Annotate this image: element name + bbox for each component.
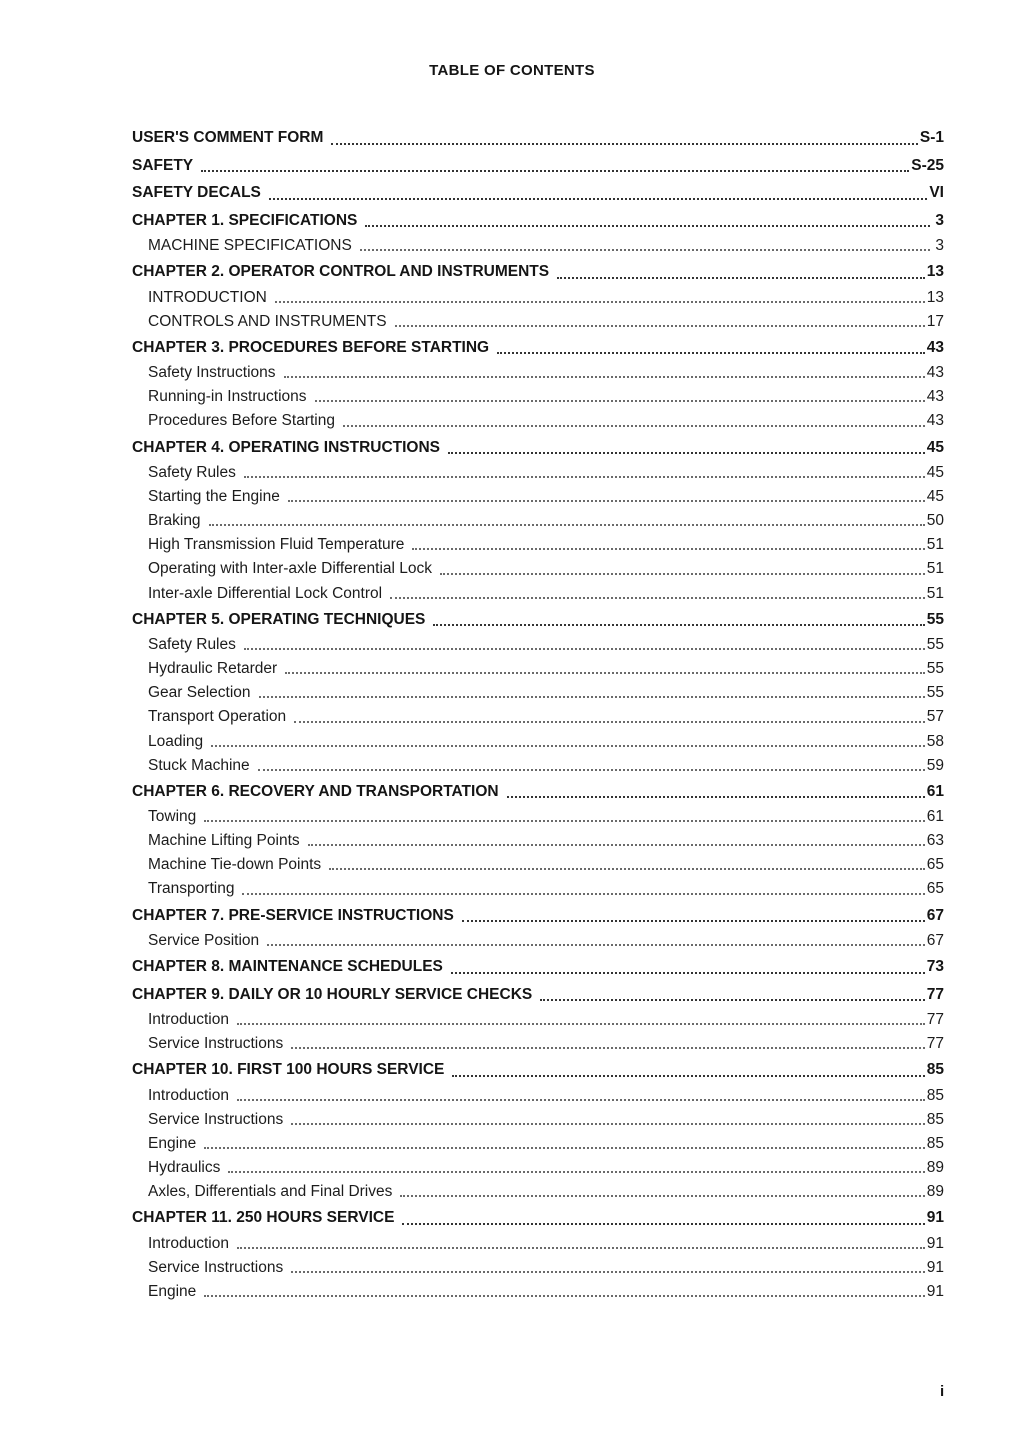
toc-section-entry[interactable] xyxy=(132,361,944,385)
dot-leader xyxy=(211,745,925,747)
toc-entry-page-number: 91 xyxy=(926,1283,944,1300)
toc-section-entry[interactable] xyxy=(132,582,944,606)
toc-entry-page-number: 45 xyxy=(926,488,944,506)
toc-section-entry[interactable] xyxy=(132,853,944,877)
toc-entry-page-number: 67 xyxy=(926,932,944,950)
dot-leader xyxy=(259,696,925,698)
toc-entry-label: Transporting xyxy=(148,880,235,898)
toc-entry-page-number: 55 xyxy=(926,660,944,678)
toc-entry-label: CHAPTER 5. OPERATING TECHNIQUES xyxy=(132,610,426,628)
toc-entry-label: CHAPTER 4. OPERATING INSTRUCTIONS xyxy=(132,438,441,456)
toc-section-entry[interactable] xyxy=(132,805,944,829)
toc-entry-label: Safety Rules xyxy=(148,464,236,482)
toc-chapter-entry[interactable] xyxy=(132,902,944,930)
toc-section-entry[interactable] xyxy=(132,1084,944,1108)
toc-entry-page-number: 55 xyxy=(926,684,944,702)
toc-entry-page-number: 43 xyxy=(926,338,944,356)
dot-leader xyxy=(209,524,925,526)
toc-entry-page-number: 50 xyxy=(926,512,944,530)
toc-section-entry[interactable] xyxy=(132,509,944,533)
toc-entry-page-number: 3 xyxy=(935,211,944,229)
toc-entry-page-number: 17 xyxy=(926,312,944,330)
toc-entry-page-number: 63 xyxy=(926,832,944,850)
toc-chapter-entry[interactable] xyxy=(132,152,944,180)
toc-entry-page-number: 43 xyxy=(926,364,944,382)
toc-section-entry[interactable] xyxy=(132,1256,944,1280)
toc-entry-label: SAFETY xyxy=(132,156,194,174)
toc-entry-page-number: 67 xyxy=(926,906,944,924)
toc-section-entry[interactable] xyxy=(132,754,944,778)
toc-entry-label: CHAPTER 11. 250 HOURS SERVICE xyxy=(132,1209,395,1227)
table-of-contents xyxy=(132,124,944,1304)
dot-leader xyxy=(308,844,925,846)
toc-section-entry[interactable] xyxy=(132,409,944,433)
toc-section-entry[interactable] xyxy=(132,385,944,409)
dot-leader xyxy=(315,400,925,402)
dot-leader xyxy=(390,597,925,599)
toc-entry-label: Starting the Engine xyxy=(148,488,280,506)
toc-entry-label: USER'S COMMENT FORM xyxy=(132,129,324,146)
toc-entry-page-number: 73 xyxy=(926,958,944,976)
toc-section-entry[interactable] xyxy=(132,485,944,509)
dot-leader xyxy=(258,769,925,771)
toc-entry-label: Stuck Machine xyxy=(148,756,250,774)
toc-entry-page-number: 65 xyxy=(926,856,944,874)
toc-entry-page-number: 13 xyxy=(926,288,944,306)
toc-section-entry[interactable] xyxy=(132,730,944,754)
toc-section-entry[interactable] xyxy=(132,1180,944,1204)
toc-entry-label: Running-in Instructions xyxy=(148,388,307,406)
toc-entry-page-number: 57 xyxy=(926,708,944,726)
dot-leader xyxy=(269,198,927,200)
toc-entry-label: MACHINE SPECIFICATIONS xyxy=(148,237,352,254)
toc-entry-label: CHAPTER 2. OPERATOR CONTROL AND INSTRUMENTS xyxy=(132,263,550,281)
toc-entry-page-number: 89 xyxy=(926,1159,944,1177)
toc-entry-label: Service Instructions xyxy=(148,1035,284,1053)
toc-entry-page-number: 58 xyxy=(926,732,944,750)
toc-section-entry[interactable] xyxy=(132,657,944,681)
toc-entry-label: Service Instructions xyxy=(148,1110,284,1128)
dot-leader xyxy=(291,1271,925,1273)
toc-chapter-entry[interactable] xyxy=(132,179,944,207)
dot-leader xyxy=(291,1123,925,1125)
toc-entry-label: Introduction xyxy=(148,1234,229,1252)
dot-leader xyxy=(244,476,925,478)
toc-entry-label: CHAPTER 6. RECOVERY AND TRANSPORTATION xyxy=(132,782,499,800)
toc-chapter-entry[interactable] xyxy=(132,207,944,235)
toc-chapter-entry[interactable] xyxy=(132,1056,944,1084)
toc-entry-label: Procedures Before Starting xyxy=(148,412,335,430)
dot-leader xyxy=(204,1295,924,1297)
toc-entry-page-number: 43 xyxy=(926,388,944,406)
toc-section-entry[interactable] xyxy=(132,633,944,657)
dot-leader xyxy=(284,376,925,378)
toc-section-entry[interactable] xyxy=(132,1156,944,1180)
dot-leader xyxy=(395,325,925,327)
toc-section-entry[interactable] xyxy=(132,705,944,729)
toc-entry-label: Towing xyxy=(148,808,197,826)
page-title: TABLE OF CONTENTS xyxy=(429,62,595,79)
toc-chapter-entry[interactable] xyxy=(132,334,944,362)
toc-chapter-entry[interactable] xyxy=(132,778,944,806)
toc-entry-page-number: 43 xyxy=(926,412,944,430)
toc-section-entry[interactable] xyxy=(132,1232,944,1256)
toc-section-entry[interactable] xyxy=(132,1108,944,1132)
page-number: i xyxy=(940,1383,945,1400)
toc-section-entry[interactable] xyxy=(132,681,944,705)
toc-section-entry[interactable] xyxy=(132,557,944,581)
toc-entry-page-number: 77 xyxy=(926,1011,944,1029)
toc-entry-label: SAFETY DECALS xyxy=(132,184,261,201)
toc-entry-page-number: 61 xyxy=(926,808,944,826)
dot-leader xyxy=(204,820,925,822)
dot-leader xyxy=(288,500,925,502)
toc-section-entry[interactable] xyxy=(132,310,944,334)
toc-section-entry[interactable] xyxy=(132,234,944,258)
toc-entry-page-number: 77 xyxy=(926,1035,944,1053)
dot-leader xyxy=(400,1195,924,1197)
toc-entry-page-number: 91 xyxy=(926,1209,944,1227)
dot-leader xyxy=(365,225,930,227)
toc-section-entry[interactable] xyxy=(132,929,944,953)
dot-leader xyxy=(343,425,925,427)
dot-leader xyxy=(331,143,917,145)
dot-leader xyxy=(507,796,925,798)
toc-entry-label: Inter-axle Differential Lock Control xyxy=(148,584,383,602)
toc-entry-page-number: 45 xyxy=(926,464,944,482)
toc-entry-label: Machine Tie-down Points xyxy=(148,856,322,874)
dot-leader xyxy=(412,548,924,550)
toc-entry-label: Service Instructions xyxy=(148,1258,284,1276)
toc-entry-label: Hydraulics xyxy=(148,1159,221,1177)
dot-leader xyxy=(275,301,925,303)
toc-section-entry[interactable] xyxy=(132,829,944,853)
toc-entry-page-number: 55 xyxy=(926,636,944,654)
dot-leader xyxy=(433,624,924,626)
dot-leader xyxy=(557,277,925,279)
toc-entry-page-number: 85 xyxy=(926,1110,944,1128)
toc-section-entry[interactable] xyxy=(132,877,944,901)
dot-leader xyxy=(244,648,925,650)
toc-entry-page-number: 89 xyxy=(926,1183,944,1201)
toc-section-entry[interactable] xyxy=(132,461,944,485)
toc-entry-label: Braking xyxy=(148,512,201,530)
dot-leader xyxy=(452,1075,924,1077)
toc-chapter-entry[interactable] xyxy=(132,606,944,634)
toc-entry-label: CHAPTER 7. PRE-SERVICE INSTRUCTIONS xyxy=(132,906,454,924)
toc-entry-label: Engine xyxy=(148,1283,197,1300)
toc-entry-page-number: 45 xyxy=(926,438,944,456)
dot-leader xyxy=(448,452,925,454)
toc-entry-page-number: 51 xyxy=(926,560,944,578)
dot-leader xyxy=(360,249,930,251)
toc-entry-label: CHAPTER 10. FIRST 100 HOURS SERVICE xyxy=(132,1061,445,1079)
toc-section-entry[interactable] xyxy=(132,1032,944,1056)
toc-entry-label: Operating with Inter-axle Differential Lock xyxy=(148,560,433,578)
toc-entry-label: Machine Lifting Points xyxy=(148,832,300,850)
dot-leader xyxy=(540,999,925,1001)
toc-entry-page-number: 51 xyxy=(926,584,944,602)
toc-chapter-entry[interactable] xyxy=(132,953,944,981)
toc-entry-page-number: S-1 xyxy=(919,129,944,146)
toc-entry-page-number: 91 xyxy=(926,1234,944,1252)
dot-leader xyxy=(237,1099,925,1101)
toc-chapter-entry[interactable] xyxy=(132,124,944,152)
toc-entry-page-number: 61 xyxy=(926,782,944,800)
toc-entry-page-number: 3 xyxy=(935,237,944,254)
toc-entry-page-number: 85 xyxy=(926,1061,944,1079)
dot-leader xyxy=(237,1247,925,1249)
toc-entry-label: Safety Instructions xyxy=(148,364,276,382)
toc-entry-page-number: 85 xyxy=(926,1135,944,1153)
toc-chapter-entry[interactable] xyxy=(132,434,944,462)
toc-entry-page-number: VI xyxy=(929,184,944,201)
toc-entry-label: CHAPTER 3. PROCEDURES BEFORE STARTING xyxy=(132,338,490,356)
toc-entry-label: Transport Operation xyxy=(148,708,287,726)
toc-section-entry[interactable] xyxy=(132,1008,944,1032)
toc-entry-label: Gear Selection xyxy=(148,684,251,702)
toc-entry-label: Service Position xyxy=(148,932,260,950)
toc-entry-label: CHAPTER 8. MAINTENANCE SCHEDULES xyxy=(132,958,443,976)
toc-section-entry[interactable] xyxy=(132,533,944,557)
dot-leader xyxy=(204,1147,924,1149)
dot-leader xyxy=(294,721,925,723)
toc-entry-page-number: 91 xyxy=(926,1258,944,1276)
toc-chapter-entry[interactable] xyxy=(132,1204,944,1232)
dot-leader xyxy=(451,972,925,974)
toc-entry-label: CHAPTER 9. DAILY OR 10 HOURLY SERVICE CHECKS xyxy=(132,985,533,1003)
toc-entry-label: Introduction xyxy=(148,1086,229,1104)
toc-entry-label: Introduction xyxy=(148,1011,229,1029)
toc-entry-label: Engine xyxy=(148,1135,197,1153)
dot-leader xyxy=(497,352,925,354)
dot-leader xyxy=(267,944,925,946)
dot-leader xyxy=(237,1023,925,1025)
toc-entry-label: CONTROLS AND INSTRUMENTS xyxy=(148,312,387,330)
dot-leader xyxy=(201,170,909,172)
toc-entry-page-number: 51 xyxy=(926,536,944,554)
toc-entry-page-number: 13 xyxy=(926,263,944,281)
toc-entry-page-number: 77 xyxy=(926,985,944,1003)
toc-entry-label: High Transmission Fluid Temperature xyxy=(148,536,405,554)
toc-entry-label: Safety Rules xyxy=(148,636,236,654)
dot-leader xyxy=(285,672,925,674)
toc-section-entry[interactable] xyxy=(132,1132,944,1156)
toc-entry-page-number: 65 xyxy=(926,880,944,898)
toc-entry-label: Loading xyxy=(148,732,204,750)
dot-leader xyxy=(440,573,925,575)
toc-entry-page-number: 59 xyxy=(926,756,944,774)
dot-leader xyxy=(329,868,925,870)
toc-chapter-entry[interactable] xyxy=(132,258,944,286)
toc-section-entry[interactable] xyxy=(132,1280,944,1304)
dot-leader xyxy=(228,1171,924,1173)
dot-leader xyxy=(402,1223,924,1225)
dot-leader xyxy=(242,893,924,895)
toc-entry-page-number: 55 xyxy=(926,610,944,628)
toc-entry-label: INTRODUCTION xyxy=(148,288,267,306)
toc-entry-label: Axles, Differentials and Final Drives xyxy=(148,1183,393,1201)
toc-entry-page-number: S-25 xyxy=(911,156,944,174)
toc-entry-label: Hydraulic Retarder xyxy=(148,660,278,678)
dot-leader xyxy=(291,1047,925,1049)
dot-leader xyxy=(462,920,925,922)
toc-entry-page-number: 85 xyxy=(926,1086,944,1104)
toc-entry-label: CHAPTER 1. SPECIFICATIONS xyxy=(132,211,358,229)
toc-section-entry[interactable] xyxy=(132,286,944,310)
toc-chapter-entry[interactable] xyxy=(132,981,944,1009)
